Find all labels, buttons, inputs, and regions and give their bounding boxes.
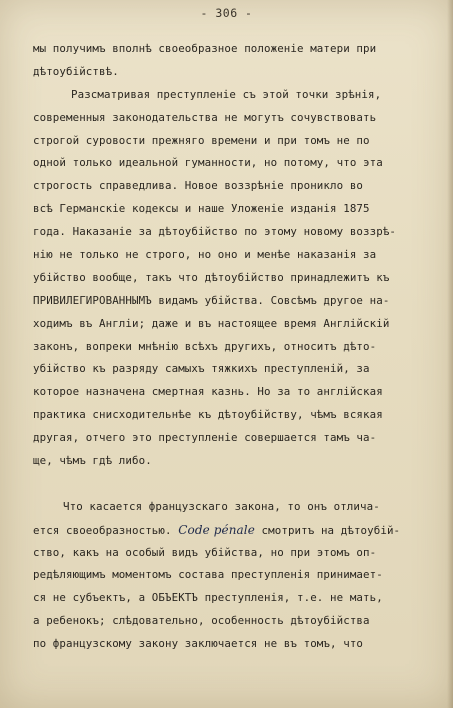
text-line: нію не только не строго, но оно и менѣе наказанія за xyxy=(33,248,377,262)
text-line: ся не субъектъ, а ОБЪЕКТЪ преступленія, т.е. не мать, xyxy=(33,591,383,605)
text-line: убійство вообще, такъ что дѣтоубійство принадлежитъ къ xyxy=(33,270,390,284)
handwritten-insert: Code pénale xyxy=(178,522,255,537)
text-line: современныя законодательства не могутъ сочувствовать xyxy=(33,110,377,124)
text-fragment: смотритъ на дѣтоубій- xyxy=(254,523,401,537)
text-fragment: ется своеобразностью. xyxy=(33,523,179,537)
text-line: ство, какъ на особый видъ убійства, но при этомъ оп- xyxy=(33,545,377,559)
text-line: по французскому закону заключается не въ томъ, что xyxy=(33,637,364,651)
text-line: одной только идеальной гуманности, но потому, что эта xyxy=(33,156,383,170)
text-line: ходимъ въ Англіи; даже и въ настоящее время Англійскій xyxy=(33,316,390,330)
page-number: - 306 - xyxy=(200,6,253,20)
text-line: мы получимъ вполнѣ своеобразное положеніе матери при xyxy=(33,42,377,55)
text-line: Разсматривая преступленіе съ этой точки зрѣнія, xyxy=(71,87,382,101)
text-line: ще, чѣмъ гдѣ либо. xyxy=(33,454,152,468)
text-line: а ребенокъ; слѣдовательно, особенность дѣтоубійства xyxy=(33,614,370,628)
text-line: ПРИВИЛЕГИРОВАННЫМЪ видамъ убійства. Совсѣмъ другое на- xyxy=(33,293,390,307)
text-line: законъ, вопреки мнѣнію всѣхъ другихъ, относитъ дѣто- xyxy=(33,339,377,353)
page-edge-shadow xyxy=(447,0,453,708)
text-line: редѣляющимъ моментомъ состава преступленія принимает- xyxy=(33,568,383,582)
text-line: строгость справедлива. Новое воззрѣніе проникло во xyxy=(33,179,364,193)
text-line-with-handwriting xyxy=(33,519,428,542)
text-line: практика снисходительнѣе къ дѣтоубійству, чѣмъ всякая xyxy=(33,408,383,422)
text-line: строгой суровости прежняго времени и при томъ не по xyxy=(33,133,370,147)
text-line: убійство къ разряду самыхъ тяжкихъ преступленій, за xyxy=(33,362,370,376)
text-line: которое назначена смертная казнь. Но за то англійская xyxy=(33,385,383,399)
text-line: дѣтоубійствѣ. xyxy=(33,64,119,78)
text-line: всѣ Германскіе кодексы и наше Уложеніе изданія 1875 xyxy=(33,202,370,216)
document-body xyxy=(33,38,428,656)
text-line: другая, отчего это преступленіе совершается тамъ ча- xyxy=(33,431,377,445)
text-line: года. Наказаніе за дѣтоубійство по этому новому воззрѣ- xyxy=(33,225,397,239)
text-line: Что касается французскаго закона, то онъ отлича- xyxy=(63,499,380,513)
paragraph-gap xyxy=(33,473,428,496)
